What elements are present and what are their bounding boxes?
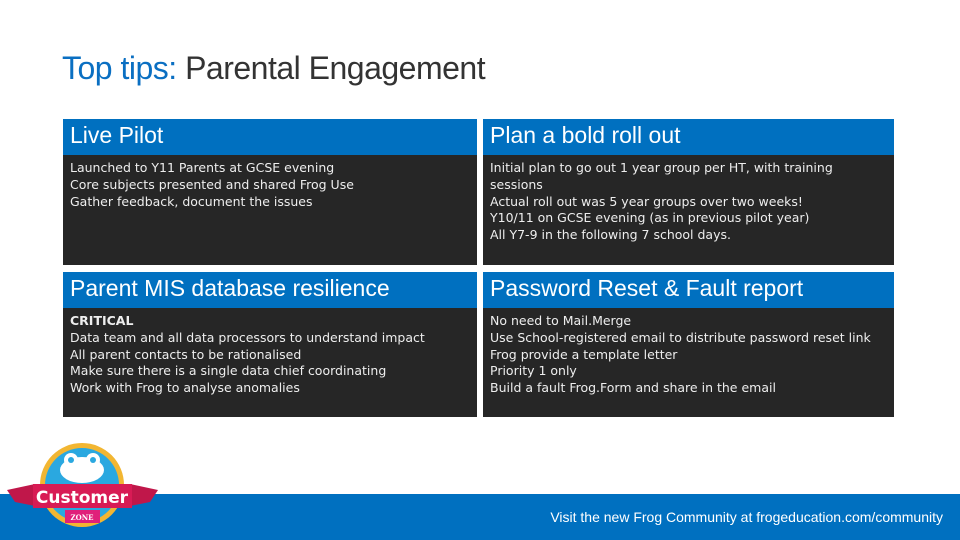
tip-body: Launched to Y11 Parents at GCSE evening Core subjects presented and shared Frog Use Gather feedback, document the issues <box>63 155 477 265</box>
tip-header: Plan a bold roll out <box>483 119 894 155</box>
tip-password-reset <box>483 272 894 417</box>
community-link[interactable]: Visit the new Frog Community at frogeducation.com/community <box>550 509 943 525</box>
tip-body: Initial plan to go out 1 year group per HT, with training sessions Actual roll out was 5 year groups over two weeks! Y10/11 on GCSE evening (as in previous pilot year) All Y7-9 in the following 7 school days. <box>483 155 894 265</box>
tip-header: Password Reset & Fault report <box>483 272 894 308</box>
badge-sub: ZONE <box>70 513 94 522</box>
tip-live-pilot <box>63 119 477 265</box>
customer-zone-logo <box>5 440 160 535</box>
tip-roll-out <box>483 119 894 265</box>
tip-body: No need to Mail.Merge Use School-registered email to distribute password reset link Frog provide a template letter Priority 1 only Build a fault Frog.Form and share in the email <box>483 308 894 417</box>
tip-header: Live Pilot <box>63 119 477 155</box>
tip-body: CRITICAL Data team and all data processors to understand impact All parent contacts to be rationalised Make sure there is a single data chief coordinating Work with Frog to analyse anomalies <box>63 308 477 417</box>
page-title: Top tips: Parental Engagement <box>62 50 486 86</box>
badge-label: Customer <box>35 488 129 508</box>
tip-mis-resilience <box>63 272 477 417</box>
tip-header: Parent MIS database resilience <box>63 272 477 308</box>
